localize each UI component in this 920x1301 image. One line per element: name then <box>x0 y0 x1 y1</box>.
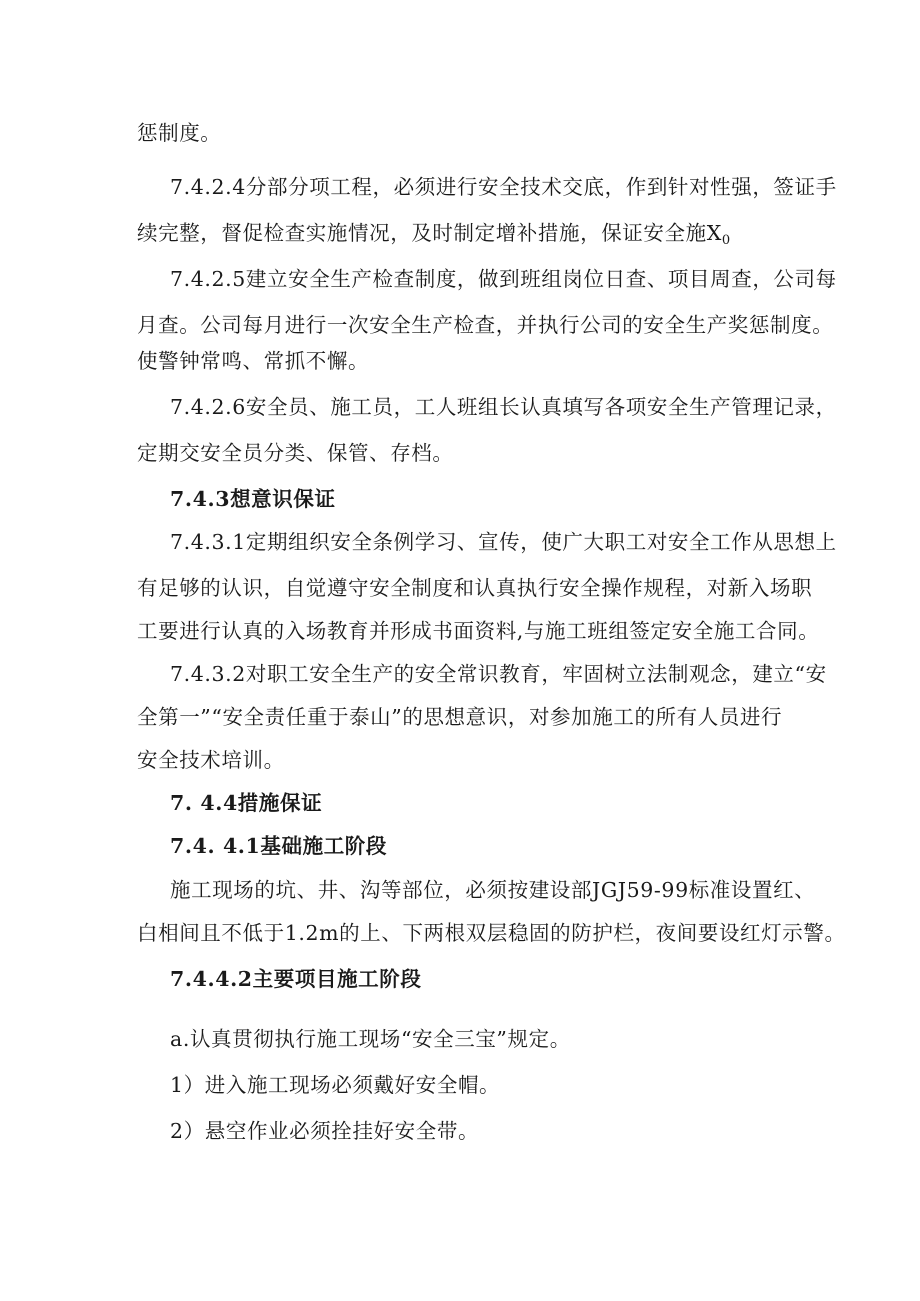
section-heading: 7.4.4.2主要项目施工阶段 <box>170 967 422 991</box>
text-line: a.认真贯彻执行施工现场“安全三宝”规定。 <box>170 1027 571 1051</box>
text-line <box>137 219 730 255</box>
subscript-text: 0 <box>721 233 731 248</box>
text-line: 7.4.2.4分部分项工程，必须进行安全技术交底，作到针对性强，签证手 <box>170 175 837 199</box>
text-line: 月查。公司每月进行一次安全生产检查，并执行公司的安全生产奖惩制度。 <box>137 313 834 337</box>
text-line: 7.4.2.6安全员、施工员，工人班组长认真填写各项安全生产管理记录， <box>170 395 837 419</box>
text-line: 白相间且不低于1.2m的上、下两根双层稳固的防护栏，夜间要设红灯示警。 <box>137 921 846 945</box>
text-line: 7.4.2.5建立安全生产检查制度，做到班组岗位日查、项目周查，公司每 <box>170 267 837 291</box>
text-line: 安全技术培训。 <box>137 748 285 772</box>
text-segment: X <box>706 221 722 245</box>
text-line: 7.4.3.2对职工安全生产的安全常识教育，牢固树立法制观念，建立“安 <box>170 662 827 686</box>
text-line: 7.4.3.1定期组织安全条例学习、宣传，使广大职工对安全工作从思想上 <box>170 530 837 554</box>
text-segment: 续完整，督促检查实施情况，及时制定增补措施，保证安全施 <box>137 221 707 245</box>
text-line: 施工现场的坑、井、沟等部位，必须按建设部JGJ59-99标准设置红、 <box>170 878 816 902</box>
text-line: 2）悬空作业必须拴挂好安全带。 <box>170 1119 480 1143</box>
text-line: 工要进行认真的入场教育并形成书面资料,与施工班组签定安全施工合同。 <box>137 619 820 643</box>
text-line: 1）进入施工现场必须戴好安全帽。 <box>170 1073 501 1097</box>
text-line: 有足够的认识，自觉遵守安全制度和认真执行安全操作规程，对新入场职 <box>137 576 813 600</box>
text-line: 使警钟常鸣、常抓不懈。 <box>137 349 370 373</box>
section-heading: 7.4. 4.1基础施工阶段 <box>170 834 388 858</box>
text-line: 全第一”“安全责任重于泰山”的思想意识，对参加施工的所有人员进行 <box>137 705 783 729</box>
text-line: 定期交安全员分类、保管、存档。 <box>137 441 454 465</box>
section-heading: 7.4.3想意识保证 <box>170 487 336 511</box>
text-line: 惩制度。 <box>137 121 222 145</box>
section-heading: 7. 4.4措施保证 <box>170 791 323 815</box>
